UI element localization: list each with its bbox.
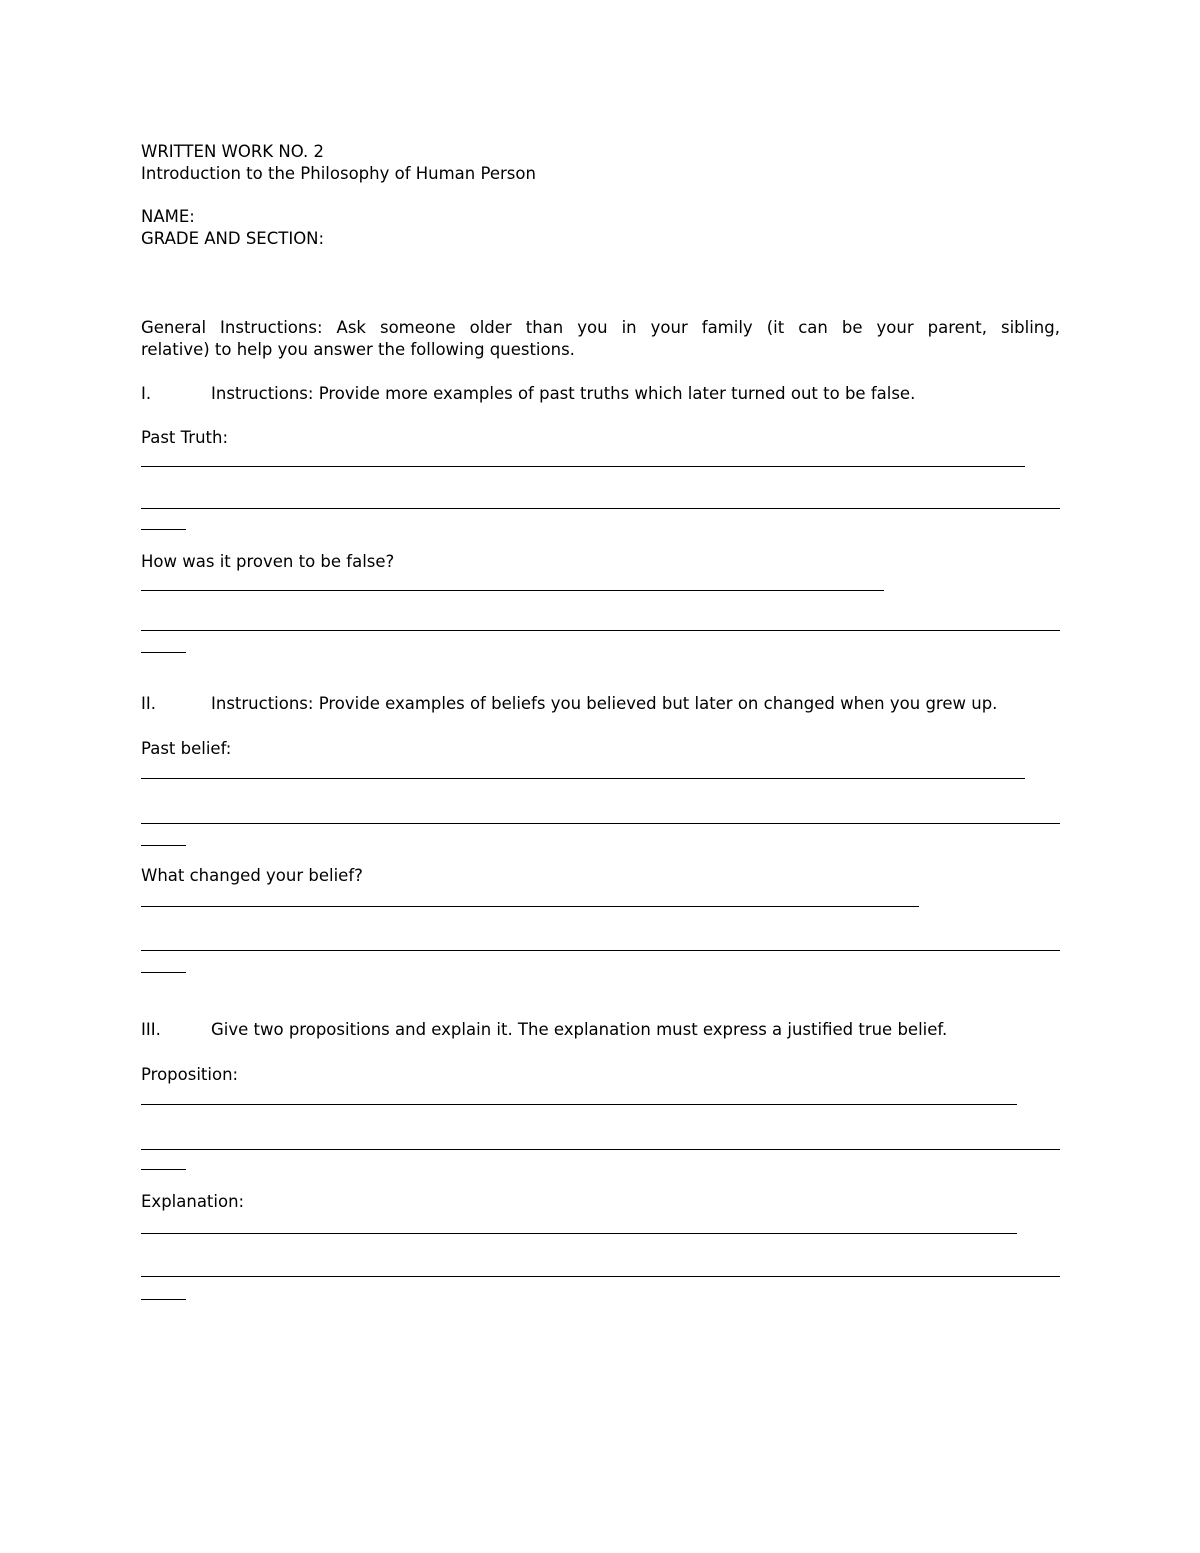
answer-line[interactable] [141,466,1025,467]
past-belief-label: Past belief: [141,739,232,758]
explanation-label: Explanation: [141,1192,245,1211]
past-truth-label: Past Truth: [141,428,229,447]
proposition-label: Proposition: [141,1065,239,1084]
answer-line[interactable] [141,1149,1060,1150]
answer-line[interactable] [141,630,1060,631]
general-instructions [141,317,1060,361]
section-1-number: I. [141,384,152,403]
answer-line[interactable] [141,906,919,907]
proven-false-label: How was it proven to be false? [141,552,395,571]
answer-line[interactable] [141,508,1060,509]
answer-line[interactable] [141,1276,1060,1277]
answer-line-continuation[interactable] [141,845,186,846]
answer-line[interactable] [141,1233,1017,1234]
general-instructions-line-1: General Instructions: Ask someone older than you in your family (it can be your parent, sibling, [141,318,1060,337]
answer-line-continuation[interactable] [141,1299,186,1300]
section-2-number: II. [141,694,156,713]
worksheet-title: WRITTEN WORK NO. 2 [141,142,325,161]
changed-belief-label: What changed your belief? [141,866,363,885]
answer-line[interactable] [141,590,884,591]
answer-line-continuation[interactable] [141,972,186,973]
section-2-instruction: Instructions: Provide examples of beliefs you believed but later on changed when you grew up. [211,694,998,713]
answer-line-continuation[interactable] [141,652,186,653]
general-instructions-line-2: relative) to help you answer the following questions. [141,340,575,359]
grade-section-label: GRADE AND SECTION: [141,229,325,248]
course-title: Introduction to the Philosophy of Human Person [141,164,536,183]
section-1-instruction: Instructions: Provide more examples of past truths which later turned out to be false. [211,384,916,403]
answer-line-continuation[interactable] [141,1169,186,1170]
section-3-number: III. [141,1020,161,1039]
name-label: NAME: [141,207,195,226]
answer-line[interactable] [141,950,1060,951]
answer-line[interactable] [141,1104,1017,1105]
answer-line[interactable] [141,823,1060,824]
section-3-instruction: Give two propositions and explain it. The explanation must express a justified true belief. [211,1020,948,1039]
answer-line-continuation[interactable] [141,529,186,530]
answer-line[interactable] [141,778,1025,779]
